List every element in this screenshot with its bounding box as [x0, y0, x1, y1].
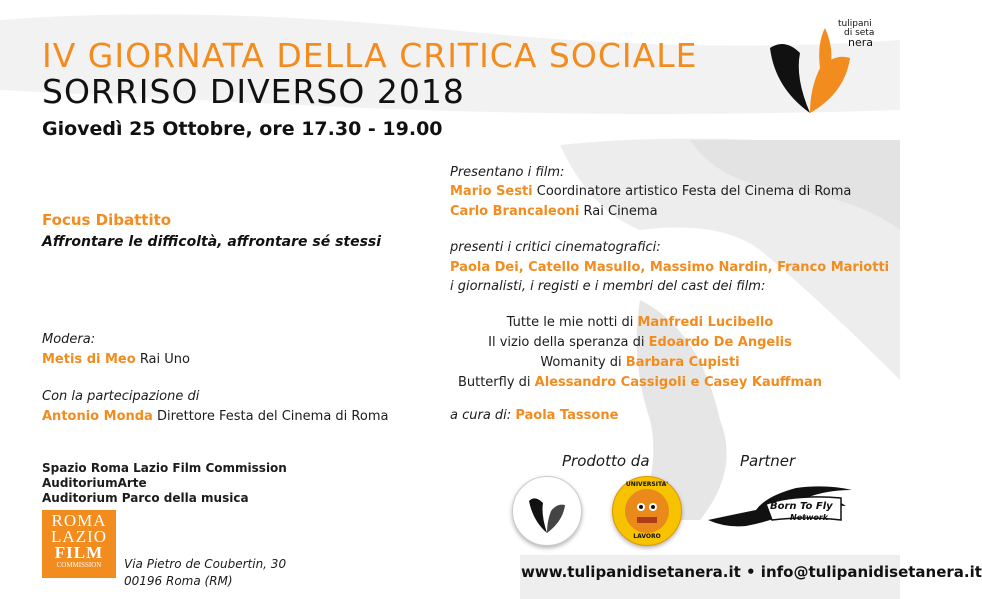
lavoro-text: LAVORO — [633, 533, 661, 540]
critics-others: i giornalisti, i registi e i membri del cast dei film: — [450, 279, 766, 294]
curator-label: a cura di: — [450, 408, 512, 423]
venue-line-2: AuditoriumArte — [42, 476, 147, 490]
curator-name: Paola Tassone — [515, 408, 619, 423]
roma-lazio-film-commission-logo — [42, 510, 116, 578]
venue-block — [42, 461, 287, 506]
brand-text-2: di seta — [844, 28, 875, 38]
film-item — [450, 333, 830, 353]
tulipani-sponsor-logo — [512, 476, 582, 546]
film-title: Tutte le mie notti di — [506, 315, 634, 330]
address-block — [124, 556, 286, 590]
born-to-fly-logo — [706, 476, 856, 540]
participation-label: Con la partecipazione di — [42, 389, 200, 404]
film-item — [450, 353, 830, 373]
brand-text-1: tulipani — [838, 19, 872, 29]
event-title: SORRISO DIVERSO 2018 — [42, 72, 465, 111]
rlfc-line-4: COMMISSION — [56, 561, 102, 569]
presenter-1 — [450, 182, 851, 202]
presenter-2-name: Carlo Brancaleoni — [450, 204, 580, 219]
presenter-1-name: Mario Sesti — [450, 184, 533, 199]
film-director: Edoardo De Angelis — [648, 335, 792, 350]
born-to-fly-text: Born To Fly — [770, 501, 833, 512]
presenter-2-role: Rai Cinema — [583, 204, 658, 219]
rlfc-line-1: ROMA — [51, 511, 107, 530]
film-list — [450, 313, 830, 393]
participant-name: Antonio Monda — [42, 409, 153, 424]
rlfc-line-3: FILM — [54, 543, 104, 562]
rlfc-line-2: LAZIO — [51, 527, 107, 546]
film-item — [450, 313, 830, 333]
tulip-icon — [513, 477, 581, 545]
participation-line — [42, 407, 388, 427]
film-title: Il vizio della speranza di — [488, 335, 645, 350]
universita-lavoro-logo — [612, 476, 682, 546]
address-line-1: Via Pietro de Coubertin, 30 — [124, 557, 287, 571]
partner-label: Partner — [740, 452, 796, 470]
film-title: Womanity di — [540, 355, 622, 370]
critics-names: Paola Dei, Catello Masullo, Massimo Nardin, Franco Mariotti — [450, 260, 890, 275]
venue-line-3: Auditorium Parco della musica — [42, 491, 249, 505]
universita-text: UNIVERSITA' — [625, 481, 669, 488]
footer-contacts[interactable]: www.tulipanidisetanera.it • info@tulipanidisetanera.it — [521, 563, 982, 581]
presenters-label: Presentano i film: — [450, 165, 565, 180]
presenter-2 — [450, 202, 658, 222]
presenter-1-role: Coordinatore artistico Festa del Cinema di Roma — [536, 184, 852, 199]
focus-subheading: Affrontare le difficoltà, affrontare sé stessi — [42, 234, 382, 250]
critics-label: presenti i critici cinematografici: — [450, 240, 661, 255]
film-director: Manfredi Lucibello — [637, 315, 774, 330]
tulipani-logo — [765, 18, 885, 128]
produced-by-label: Prodotto da — [562, 452, 650, 470]
brand-text-3: nera — [848, 36, 874, 49]
venue-line-1: Spazio Roma Lazio Film Commission — [42, 461, 287, 475]
network-text: Network — [790, 513, 829, 522]
moderator-line — [42, 350, 190, 370]
film-director: Alessandro Cassigoli e Casey Kauffman — [534, 375, 823, 390]
curator-line — [450, 406, 618, 426]
moderator-role: Rai Uno — [139, 352, 190, 367]
main-title: IV GIORNATA DELLA CRITICA SOCIALE — [42, 36, 698, 75]
address-line-2: 00196 Roma (RM) — [124, 574, 233, 588]
participant-role: Direttore Festa del Cinema di Roma — [156, 409, 389, 424]
moderator-name: Metis di Meo — [42, 352, 136, 367]
film-item — [450, 373, 830, 393]
date-time: Giovedì 25 Ottobre, ore 17.30 - 19.00 — [42, 118, 443, 140]
moderator-label: Modera: — [42, 332, 96, 347]
film-director: Barbara Cupisti — [625, 355, 740, 370]
focus-heading: Focus Dibattito — [42, 211, 172, 229]
film-title: Butterfly di — [457, 375, 531, 390]
